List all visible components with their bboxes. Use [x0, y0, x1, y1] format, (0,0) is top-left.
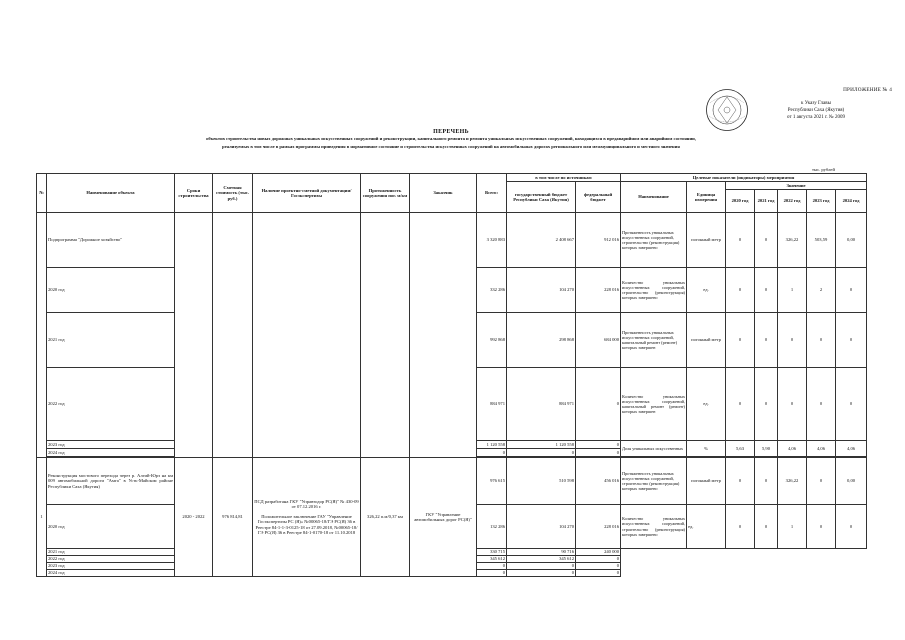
col-budget-fed: федеральный бюджет — [576, 182, 621, 213]
cell-empty — [410, 213, 477, 458]
col-no: № — [37, 174, 47, 213]
col-name: Наименование объекта — [47, 174, 175, 213]
cell-total: 0 — [477, 449, 507, 457]
cell-fed: 0 — [576, 556, 621, 563]
cell-v2024: 0,00 — [836, 213, 867, 268]
document-heading — [30, 129, 872, 150]
cell-rs: 0 — [507, 570, 576, 577]
annex-line-2: Республики Саха (Якутия) — [787, 107, 845, 113]
cell-fed: 228 016 — [576, 268, 621, 313]
cell-ind-unit: ед. — [687, 368, 726, 441]
cell-empty — [361, 213, 410, 458]
cell-v2022: 0 — [778, 368, 807, 441]
col-2020: 2020 год — [726, 190, 755, 213]
cell-v2023: 2 — [807, 268, 836, 313]
cell-ind-name: Количество уникальных искусственных сооружений, капитальный ремонт (ремонт) которых завершен — [621, 368, 687, 441]
col-targets-group: Целевые показатели (индикаторы) мероприятия — [621, 174, 867, 182]
cell-rs: 1 120 558 — [507, 441, 576, 449]
col-2022: 2022 год — [778, 190, 807, 213]
cell-rs: 0 — [507, 563, 576, 570]
cell-v2022: 1 — [778, 505, 807, 549]
cell-v2020: 5,63 — [726, 441, 755, 457]
cell-rs: 2 408 667 — [507, 213, 576, 268]
cell-fed: 684 000 — [576, 313, 621, 368]
cell-rs: 345 612 — [507, 556, 576, 563]
cell-name: 2020 год — [47, 268, 175, 313]
cell-empty — [621, 549, 867, 577]
cell-fed: 0 — [576, 563, 621, 570]
cell-no: 1 — [37, 458, 47, 577]
cell-v2023: 0 — [807, 313, 836, 368]
cell-v2022: 326,22 — [778, 458, 807, 505]
cell-v2023: 4,06 — [807, 441, 836, 457]
cell-total: 0 — [477, 563, 507, 570]
cell-name: Реконструкция мостового перехода через р. Алгий-Юрэ на км 009 автомобильной дороги "Амга" в Усть-Майском районе Республики Саха (Якутия) — [47, 458, 175, 505]
cell-rs: 104 270 — [507, 505, 576, 549]
col-ind-name: Наименование — [621, 182, 687, 213]
annex-block — [736, 87, 896, 121]
cell-v2021: 0 — [755, 368, 778, 441]
cell-v2020: 0 — [726, 505, 755, 549]
cell-fed: 456 016 — [576, 458, 621, 505]
col-term: Сроки строительства — [175, 174, 213, 213]
cell-total: 3 320 883 — [477, 213, 507, 268]
cell-ind-unit: погонный метр — [687, 313, 726, 368]
cell-length: 326,22 п.м/0,37 км — [361, 458, 410, 577]
cell-v2021: 5,90 — [755, 441, 778, 457]
col-funding-group: в том числе по источникам — [507, 174, 621, 182]
cell-ind-name: Протяженность уникальных искусственных сооружений, капитальный ремонт (ремонт) которых завершен — [621, 313, 687, 368]
cell-name: 2022 год — [47, 368, 175, 441]
cell-docs — [253, 458, 361, 577]
cell-fed: 228 016 — [576, 505, 621, 549]
cell-total: 0 — [477, 570, 507, 577]
cell-ind-unit: погонный метр — [687, 213, 726, 268]
cell-name: 2023 год — [47, 563, 175, 570]
cell-fed: 240 000 — [576, 549, 621, 556]
cell-fed: 0 — [576, 570, 621, 577]
cell-ind-unit: ед. — [687, 505, 726, 549]
annex-title: ПРИЛОЖЕНИЕ № 4 — [843, 87, 892, 93]
cell-total: 132 286 — [477, 505, 507, 549]
cell-total: 332 286 — [477, 268, 507, 313]
document-title: ПЕРЕЧЕНЬ — [433, 129, 469, 135]
table-row — [37, 213, 867, 268]
docs-expertise: Положительное заключение ГАУ "Управление Госэкспертизы РС (Я)» №00065-18/ГЭ РС(Я) 36 в Реестре 84-1-1-3-0125-18 от 27.09.2018, №00065-18/ГЭ РС(Я) 36 в Реестре 84-1-0170-18 от 11.10.2018 — [255, 513, 358, 535]
cell-name: Подпрограмма "Дорожное хозяйство" — [47, 213, 175, 268]
objects-table — [36, 173, 867, 577]
cell-name: 2021 год — [47, 549, 175, 556]
cell-total: 345 612 — [477, 556, 507, 563]
col-docs: Наличие проектно-сметной документации/Госэкспертизы — [253, 174, 361, 213]
col-estimate: Сметная стоимость (тыс. руб.) — [213, 174, 253, 213]
cell-v2024: 4,06 — [836, 441, 867, 457]
cell-name: 2022 год — [47, 556, 175, 563]
col-customer: Заказчик — [410, 174, 477, 213]
cell-v2021: 0 — [755, 313, 778, 368]
cell-fed: 0 — [576, 441, 621, 449]
cell-v2021: 0 — [755, 268, 778, 313]
cell-rs: 884 971 — [507, 368, 576, 441]
cell-ind-name: Протяженность уникальных искусственных сооружений, строительство (реконструкция) которых завершено — [621, 213, 687, 268]
cell-v2023: 0 — [807, 458, 836, 505]
cell-v2024: 0 — [836, 505, 867, 549]
document-subtitle-2: реализуемых в том числе в рамках программы приведения в нормативное состояние и строительства искусственных сооружений на автомобильных дорогах регионального или межмуниципального и местного значения — [222, 143, 680, 149]
cell-fed: 0 — [576, 449, 621, 457]
cell-total: 976 615 — [477, 458, 507, 505]
cell-rs: 510 598 — [507, 458, 576, 505]
cell-v2022: 4,06 — [778, 441, 807, 457]
cell-empty — [213, 213, 253, 458]
table-row — [37, 458, 867, 505]
cell-v2024: 0,00 — [836, 458, 867, 505]
cell-v2022: 1 — [778, 268, 807, 313]
docs-pd: ПСД разработана ГКУ "Управтодор РС(Я)" № 430-09 от 07.12.2016 г. — [254, 498, 359, 509]
unit-label: тыс. рублей — [812, 167, 835, 172]
cell-v2020: 0 — [726, 268, 755, 313]
col-budget-rs: государственный бюджет Республики Саха (Якутия) — [507, 182, 576, 213]
cell-v2021: 0 — [755, 505, 778, 549]
cell-ind-unit: % — [687, 441, 726, 457]
cell-name: 2023 год — [47, 441, 175, 449]
col-2023: 2023 год — [807, 190, 836, 213]
cell-v2023: 503,59 — [807, 213, 836, 268]
cell-rs: 104 270 — [507, 268, 576, 313]
cell-rs: 0 — [507, 449, 576, 457]
cell-name: 2024 год — [47, 570, 175, 577]
cell-ind-name: Количество уникальных искусственных сооружений, строительство (реконструкция) которых завершено — [621, 268, 687, 313]
cell-empty — [175, 213, 213, 458]
cell-total: 884 971 — [477, 368, 507, 441]
cell-ind-name: Протяженность уникальных искусственных сооружений, строительство (реконструкция) которых завершено — [621, 458, 687, 505]
cell-v2022: 326,22 — [778, 213, 807, 268]
col-2024: 2024 год — [836, 190, 867, 213]
cell-v2021: 0 — [755, 458, 778, 505]
cell-v2020: 0 — [726, 458, 755, 505]
cell-total: 330 715 — [477, 549, 507, 556]
cell-v2022: 0 — [778, 313, 807, 368]
cell-v2020: 0 — [726, 368, 755, 441]
col-values: Значение — [726, 182, 867, 190]
col-length: Протяженность сооружения пог. м/км — [361, 174, 410, 213]
cell-estimate: 976 814,81 — [213, 458, 253, 577]
cell-empty — [253, 213, 361, 458]
annex-line-1: к Указу Главы — [801, 101, 831, 107]
cell-v2023: 0 — [807, 505, 836, 549]
document-subtitle-1: объектов строительства новых дорожных уникальных искусственных сооружений и реконструкции, капитального ремонта и ремонта уникальных искусственных сооружений, находящихся в предаварийном или аварийном состоянии, — [206, 136, 696, 141]
cell-v2020: 0 — [726, 313, 755, 368]
cell-ind-unit: погонный метр — [687, 458, 726, 505]
cell-v2024: 0 — [836, 313, 867, 368]
annex-line-3: от 1 августа 2021 г. № 2009 — [787, 114, 845, 120]
cell-ind-unit: ед. — [687, 268, 726, 313]
cell-v2020: 0 — [726, 213, 755, 268]
col-ind-unit: Единица измерения — [687, 182, 726, 213]
col-total: Всего: — [477, 174, 507, 213]
cell-customer: ГКУ "Управление автомобильных дорог РС(Я)" — [410, 458, 477, 577]
cell-name: 2020 год — [47, 505, 175, 549]
cell-name: 2021 год — [47, 313, 175, 368]
cell-no — [37, 213, 47, 458]
cell-fed: 912 016 — [576, 213, 621, 268]
cell-total: 1 120 558 — [477, 441, 507, 449]
cell-ind-name: Количество уникальных искусственных сооружений, строительство (реконструкция) которых завершено — [621, 505, 687, 549]
cell-name: 2024 год — [47, 449, 175, 457]
header-row-1 — [37, 174, 867, 182]
cell-v2024: 0 — [836, 368, 867, 441]
cell-total: 992 868 — [477, 313, 507, 368]
cell-v2024: 0 — [836, 268, 867, 313]
col-2021: 2021 год — [755, 190, 778, 213]
cell-rs: 90 716 — [507, 549, 576, 556]
cell-fed: 0 — [576, 368, 621, 441]
cell-ind-name: Доля уникальных искусственных — [621, 441, 687, 457]
cell-v2021: 0 — [755, 213, 778, 268]
cell-rs: 298 868 — [507, 313, 576, 368]
cell-v2023: 0 — [807, 368, 836, 441]
cell-term: 2020 - 2022 — [175, 458, 213, 577]
